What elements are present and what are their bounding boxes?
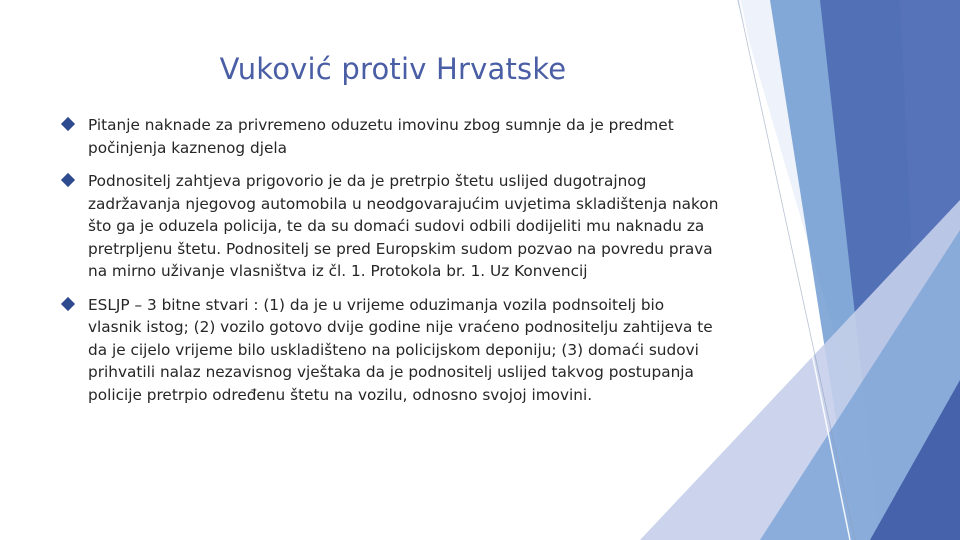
bullet-item <box>60 294 720 407</box>
diamond-bullet-icon <box>61 117 75 131</box>
bullet-item <box>60 170 720 283</box>
bullet-text: Pitanje naknade za privremeno oduzetu imovinu zbog sumnje da je predmet počinjenja kaznenog djela <box>88 116 674 157</box>
diamond-bullet-icon <box>61 173 75 187</box>
diamond-bullet-icon <box>61 296 75 310</box>
bullet-text: Podnositelj zahtjeva prigovorio je da je pretrpio štetu uslijed dugotrajnog zadržavanja njegovog automobila u neodgovarajućim uvjetima skladištenja nakon što ga je oduzela policija, te da su domaći sudovi odbili dodijeliti mu naknadu za pretrpljenu štetu. Podnositelj se pred Europskim sudom pozvao na povredu prava na mirno uživanje vlasništva iz čl. 1. Protokola br. 1. Uz Konvencij <box>88 172 719 280</box>
bullet-text: ESLJP – 3 bitne stvari : (1) da je u vrijeme oduzimanja vozila podnsoitelj bio vlasnik istog; (2) vozilo gotovo dvije godine nije vraćeno podnositelju zahtijeva te da je cijelo vrijeme bilo uskladišteno na policijskom deponiju; (3) domaći sudovi prihvatili nalaz nezavisnog vještaka da je podnositelj uslijed takvog postupanja policije pretrpio određenu štetu na vozilu, odnosno svojoj imovini. <box>88 295 713 404</box>
bullet-item <box>60 114 720 159</box>
bullet-list <box>60 114 720 417</box>
slide-title: Vuković protiv Hrvatske <box>219 52 567 86</box>
